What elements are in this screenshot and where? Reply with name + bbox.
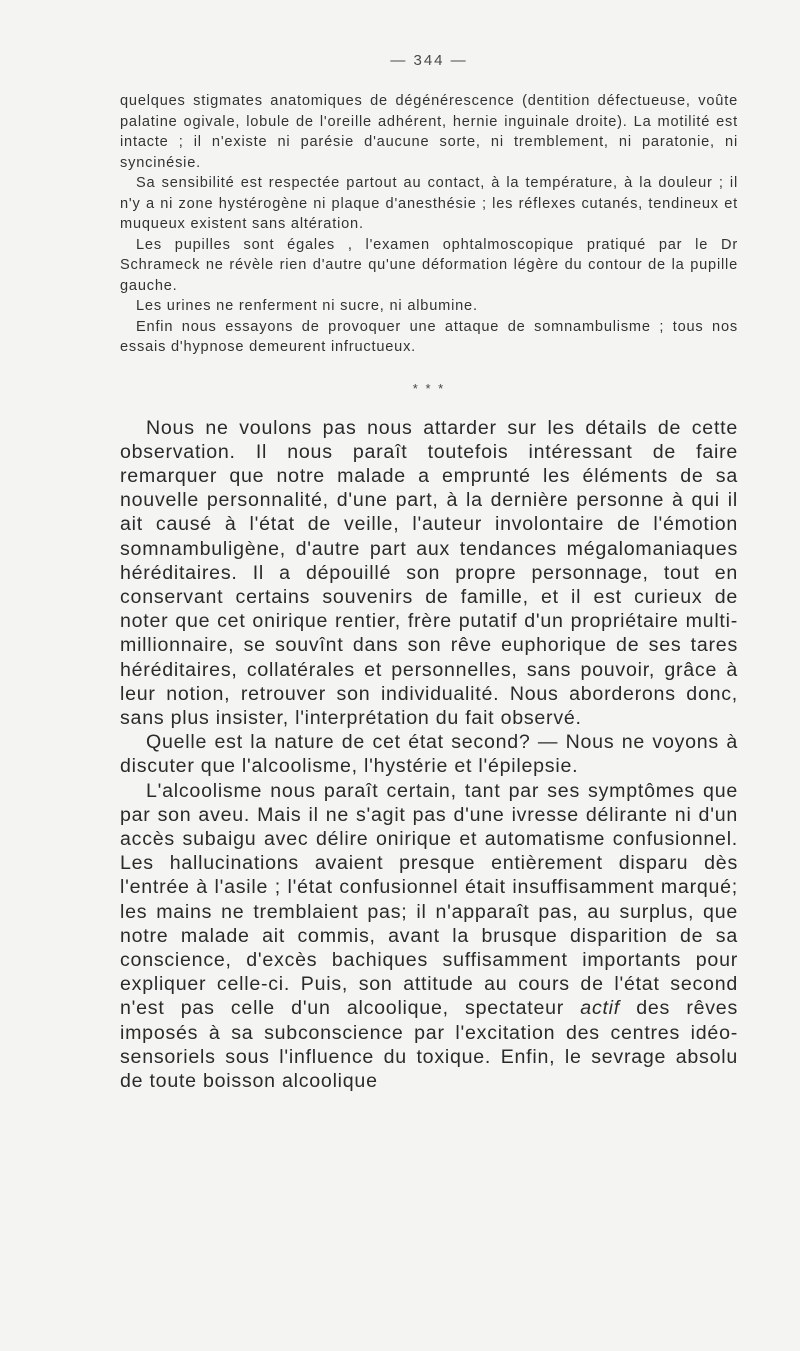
italic-word-actif: actif [580,997,620,1020]
main-text-section [120,416,738,1094]
paragraph-stigmates: quelques stigmates anatomiques de dégénérescence (dentition défectueuse, voûte palatine ogivale, lobule de l'oreille adhérent, hernie inguinale droite). La motilité est intacte ; il n'existe ni parésie d'aucune sorte, ni tremblement, ni paratonie, ni syncinésie. [120,93,738,171]
asterism-separator: * * * [412,380,446,396]
small-print-section [120,91,738,358]
paragraph-observation: Nous ne voulons pas nous attarder sur les détails de cette observation. Il nous paraît toutefois intéressant de faire remarquer que notre malade a emprunté les éléments de sa nouvelle personnalité, d'une part, à la dernière personne à qui il ait causé à l'état de veille, l'auteur involontaire de l'émotion somnambuligène, d'autre part aux tendances mégalomaniaques héréditaires. Il a dépouillé son propre personnage, tout en conservant certains souvenirs de famille, et il est curieux de noter que cet onirique rentier, frère putatif d'un propriétaire multi-millionnaire, se souvînt dans son rêve euphorique de ses tares héréditaires, collatérales et personnelles, sans pouvoir, grâce à leur notion, retrouver son individualité. Nous aborderons donc, sans plus insister, l'interprétation du fait observé. [120,416,738,729]
paragraph-pupilles: Les pupilles sont égales , l'examen ophtalmoscopique pratiqué par le Dr Schrameck ne révèle rien d'autre qu'une déformation légère du contour de la pupille gauche. [120,236,738,294]
alcoolisme-text-end: des rêves imposés à sa subconscience par l'excitation des centres idéo-sensoriels sous l'influence du toxique. Enfin, le sevrage absolu de toute boisson alcoolique [120,997,738,1092]
paragraph-sensibilite: Sa sensibilité est respectée partout au contact, à la température, à la douleur ; il n'y a ni zone hystérogène ni plaque d'anesthésie ; les réflexes cutanés, tendineux et muqueux existent sans altération. [120,175,738,232]
page-number: — 344 — [390,52,468,69]
paragraph-nature: Quelle est la nature de cet état second? — Nous ne voyons à discuter que l'alcoolisme, l'hystérie et l'épilepsie. [120,731,738,778]
paragraph-hypnose: Enfin nous essayons de provoquer une attaque de somnambulisme ; tous nos essais d'hypnose demeurent infructueux. [120,318,738,355]
book-page [120,52,738,1093]
paragraph-alcoolisme [120,779,738,1094]
paragraph-urines: Les urines ne renferment ni sucre, ni albumine. [136,298,478,314]
alcoolisme-text-start: L'alcoolisme nous paraît certain, tant par ses symptômes que par son aveu. Mais il ne s'agit pas d'une ivresse délirante ni d'un accès subaigu avec délire onirique et automatisme confusionnel. Les hallucinations avaient presque entièrement disparu dès l'entrée à l'asile ; l'état confusionnel était insuffisamment marqué; les mains ne tremblaient pas; il n'apparaît pas, au surplus, que notre malade ait commis, avant la brusque disparition de sa conscience, d'excès bachiques suffisamment importants pour expliquer celle-ci. Puis, son attitude au cours de l'état second n'est pas celle d'un alcoolique, spectateur [120,779,738,1020]
